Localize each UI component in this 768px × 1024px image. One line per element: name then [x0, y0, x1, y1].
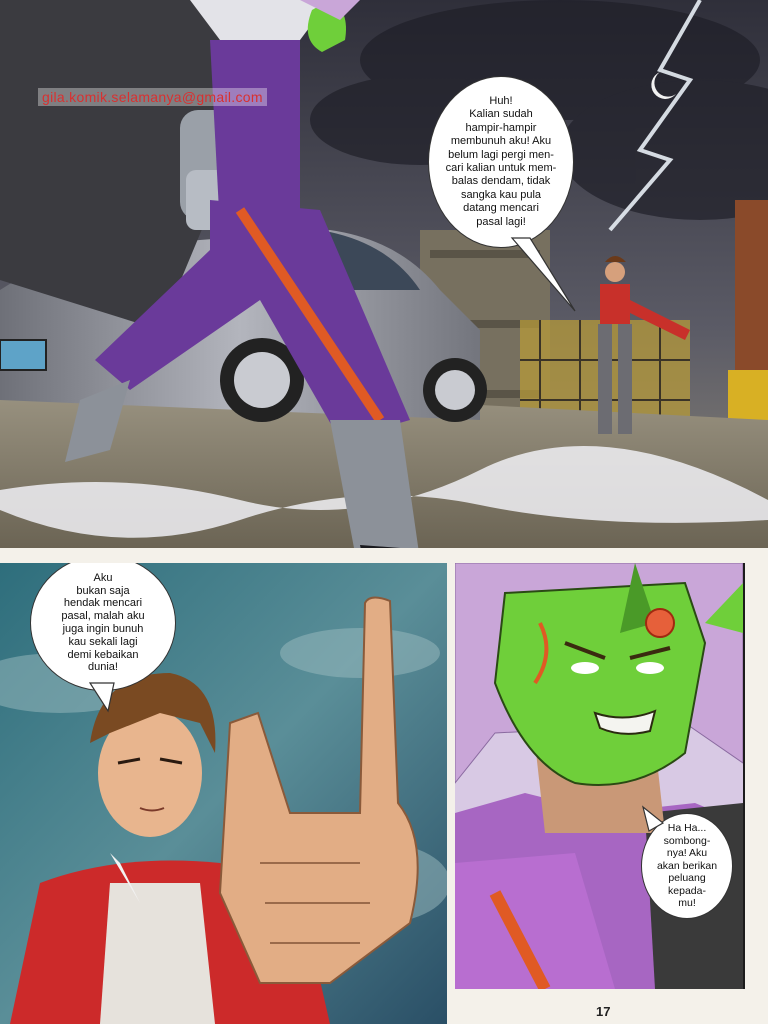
speech-bubble-tail	[86, 681, 126, 721]
speech-bubble-hero: Aku bukan saja hendak mencari pasal, malah aku juga ingin bunuh kau sekali lagi demi kebaikan dunia!	[30, 563, 176, 691]
speech-bubble-villain-2: Ha Ha... sombong- nya! Aku akan berikan peluang kepada- mu!	[641, 813, 733, 919]
speech-bubble-villain-1: Huh! Kalian sudah hampir-hampir membunuh aku! Aku belum lagi pergi men- cari kalian untuk mem- balas dendam, tidak sangka kau pula datang mencari pasal lagi!	[428, 76, 574, 248]
panel-bottom-right-villain	[455, 563, 745, 989]
villain-forehead-gem	[646, 609, 674, 637]
speech-bubble-tail	[641, 805, 671, 835]
watermark-email: gila.komik.selamanya@gmail.com	[38, 88, 267, 106]
villain-closeup-illustration	[455, 563, 743, 989]
speech-bubble-tail	[510, 236, 580, 316]
page-number: 17	[596, 1004, 611, 1019]
panel-bottom-left-hero	[0, 563, 447, 1024]
